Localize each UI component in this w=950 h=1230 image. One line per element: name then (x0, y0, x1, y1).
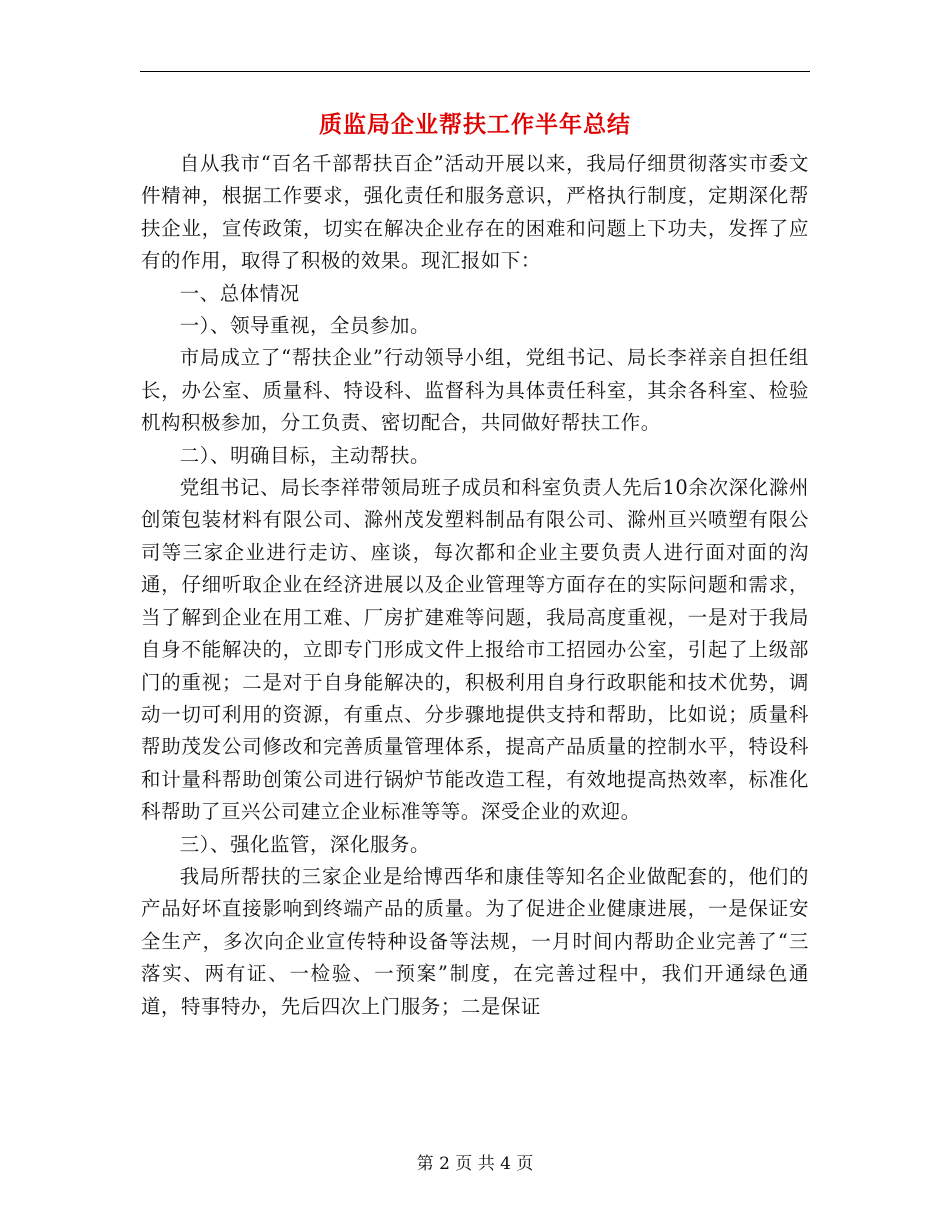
document-title: 质监局企业帮扶工作半年总结 (319, 111, 631, 138)
subheading-supervision: 三）、强化监管，深化服务。 (179, 832, 430, 856)
paragraph-supervision: 我局所帮扶的三家企业是给博西华和康佳等知名企业做配套的，他们的产品好坏直接影响到终端产品的质量。为了促进企业健康进展，一是保证安全生产，多次向企业宣传特种设备等法规，一月时间内帮助企业完善了“三落实、两有证、一检验、一预案”制度，在完善过程中，我们开通绿色通道，特事特办，先后四次上门服务；二是保证 (141, 864, 809, 1018)
paragraph-leadership: 市局成立了“帮扶企业”行动领导小组，党组书记、局长李祥亲自担任组长，办公室、质量科、特设科、监督科为具体责任科室，其余各科室、检验机构积极参加，分工负责、密切配合，共同做好帮扶工作。 (141, 346, 809, 435)
page-number-footer: 第 2 页 共 4 页 (416, 1154, 534, 1174)
paragraph-goals: 党组书记、局长李祥带领局班子成员和科室负责人先后10余次深化滁州创策包装材料有限公司、滁州茂发塑料制品有限公司、滁州亘兴喷塑有限公司等三家企业进行走访、座谈，每次都和企业主要负责人进行面对面的沟通，仔细听取企业在经济进展以及企业管理等方面存在的实际问题和需求，当了解到企业在用工难、厂房扩建难等问题，我局高度重视，一是对于我局自身不能解决的，立即专门形成文件上报给市工招园办公室，引起了上级部门的重视；二是对于自身能解决的，积极利用自身行政职能和技术优势，调动一切可利用的资源，有重点、分步骤地提供支持和帮助，比如说；质量科帮助茂发公司修改和完善质量管理体系，提高产品质量的控制水平，特设科和计量科帮助创策公司进行锅炉节能改造工程，有效地提高热效率，标准化科帮助了亘兴公司建立企业标准等等。深受企业的欢迎。 (141, 476, 809, 824)
subheading-leadership: 一）、领导重视，全员参加。 (179, 314, 430, 338)
heading-overview: 一、总体情况 (179, 281, 300, 305)
document-body (141, 148, 809, 1023)
subheading-goals: 二）、明确目标，主动帮扶。 (179, 443, 430, 467)
header-rule (140, 71, 810, 72)
paragraph-intro: 自从我市“百名千部帮扶百企”活动开展以来，我局仔细贯彻落实市委文件精神，根据工作要求，强化责任和服务意识，严格执行制度，定期深化帮扶企业，宣传政策，切实在解决企业存在的困难和问题上下功夫，发挥了应有的作用，取得了积极的效果。现汇报如下： (141, 152, 809, 273)
